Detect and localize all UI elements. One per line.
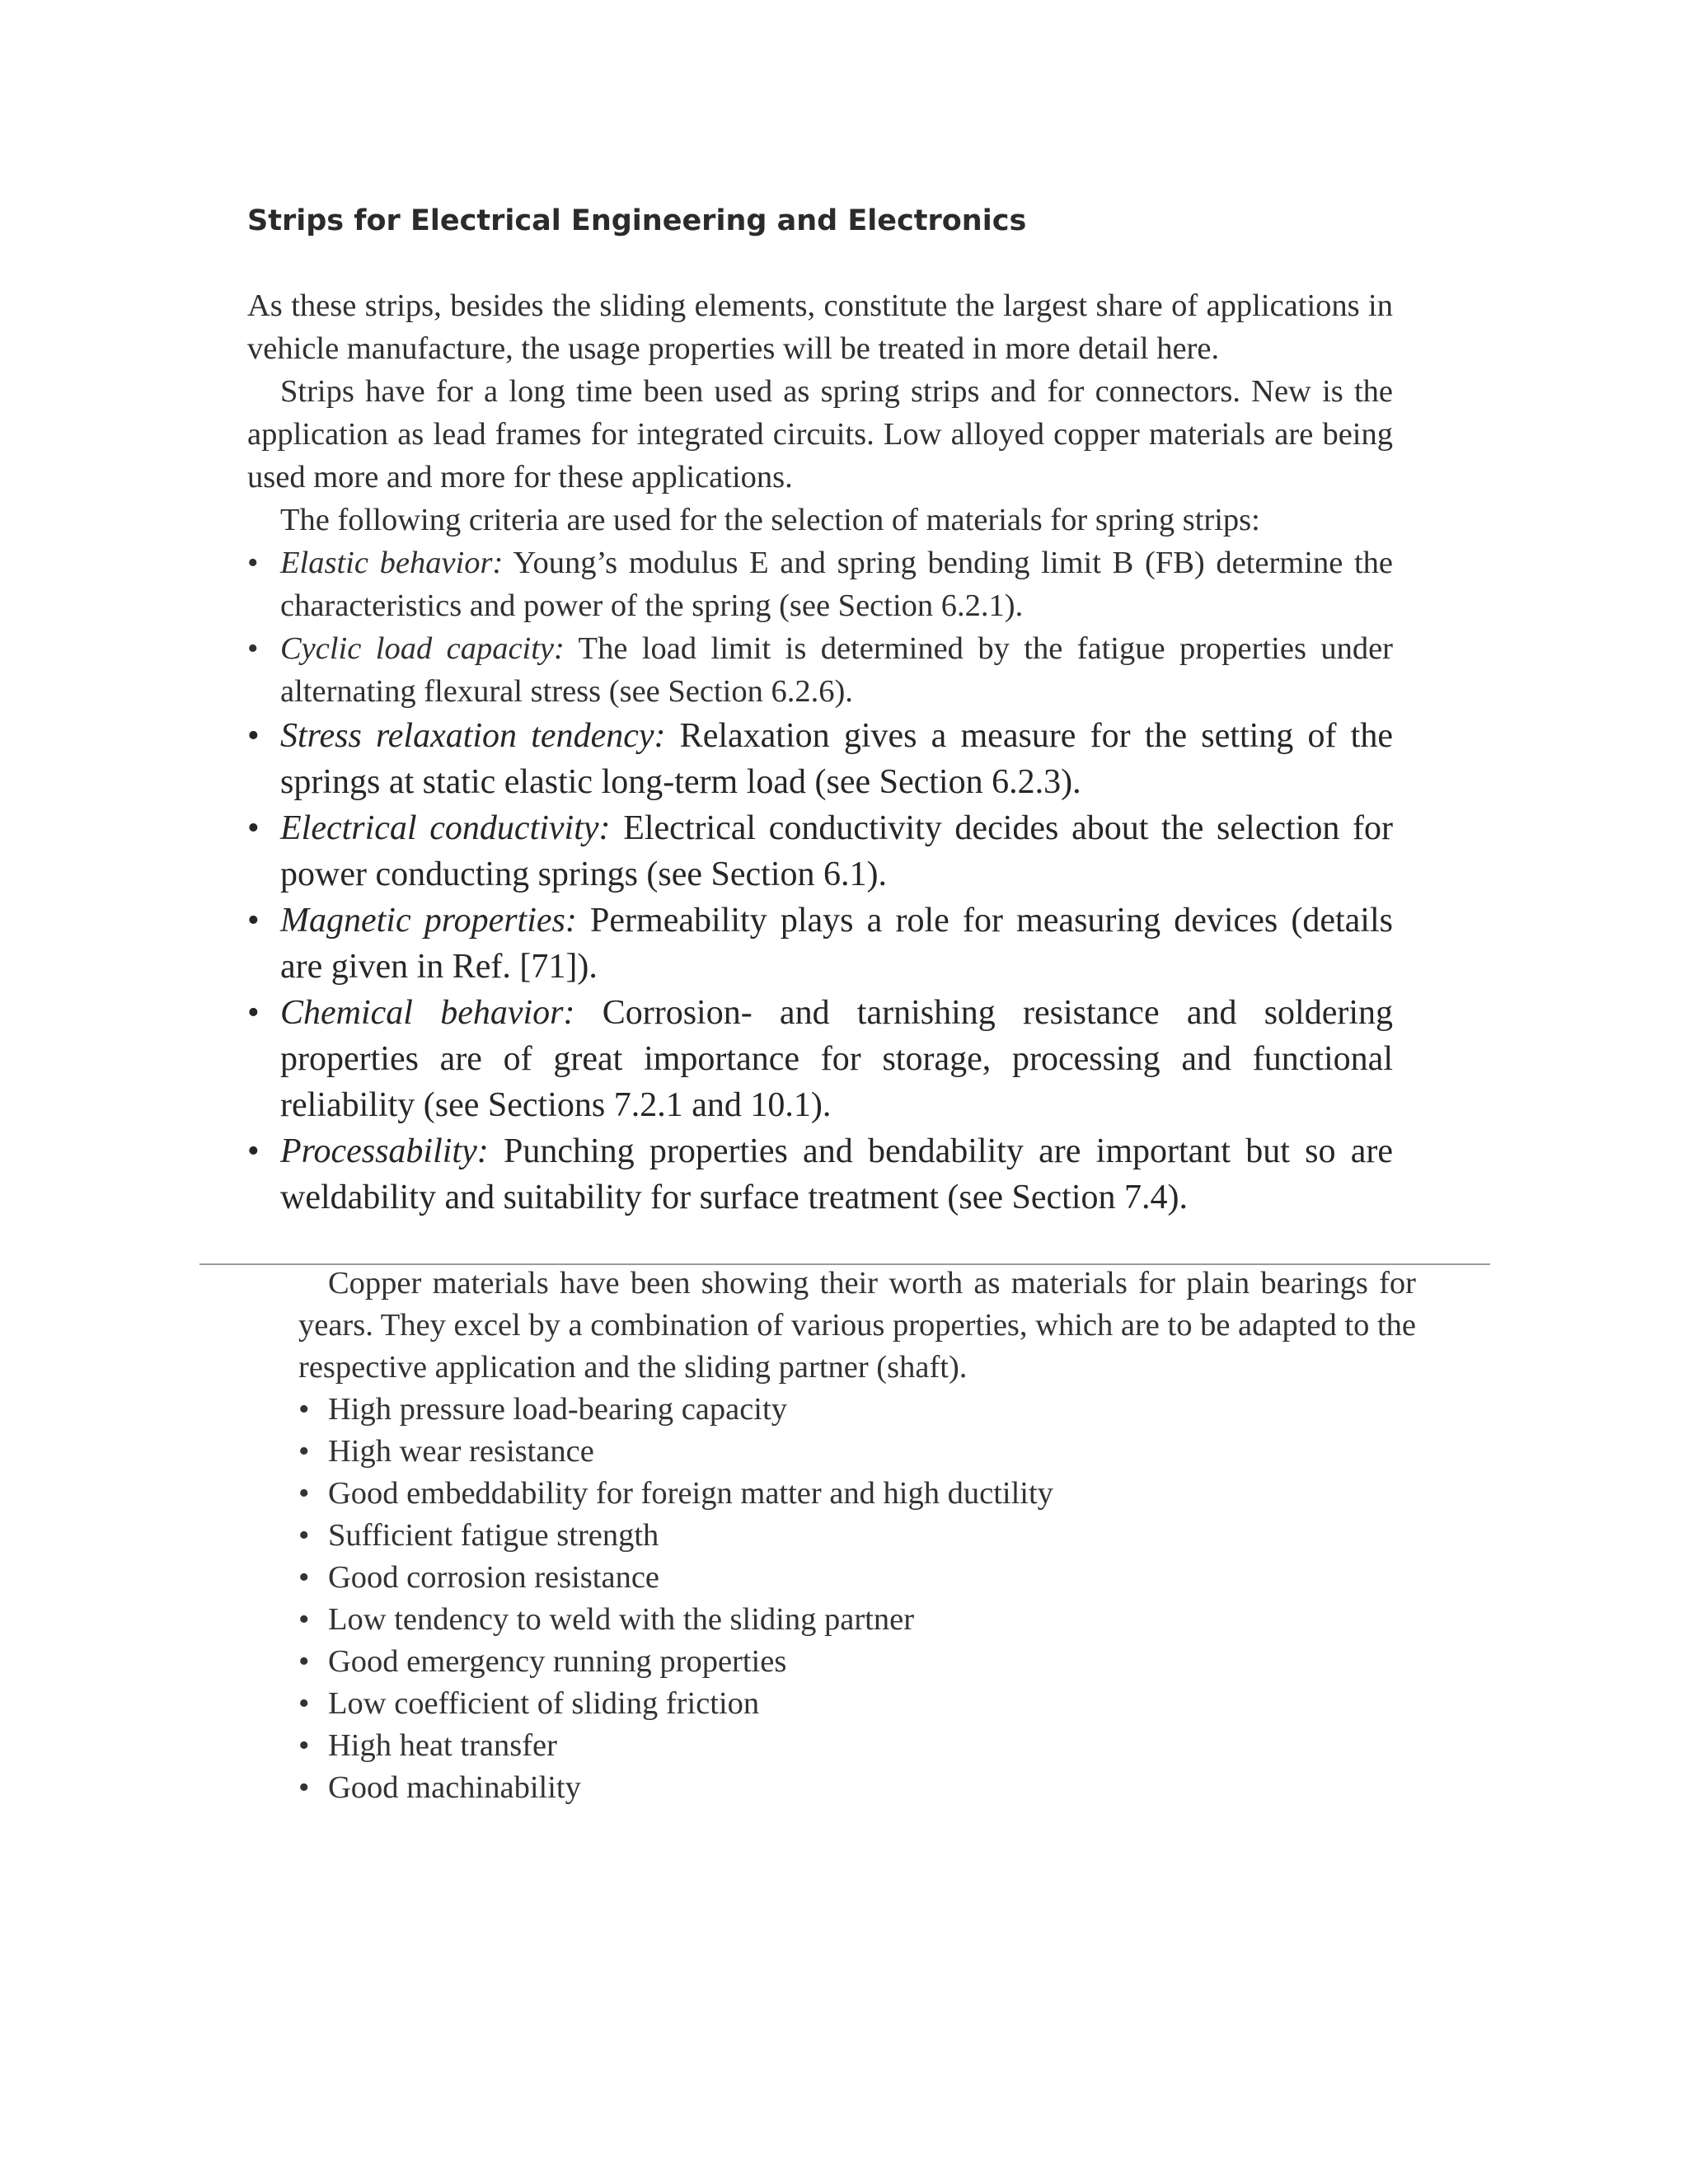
criteria-intro-paragraph: The following criteria are used for the selection of materials for spring strips: [280, 503, 1260, 537]
list-item [247, 713, 1393, 805]
list-item [247, 990, 1393, 1128]
list-item [298, 1641, 1416, 1683]
bullet-icon: • [247, 717, 260, 755]
list-item [298, 1599, 1416, 1641]
criterion-term: Stress relaxation tendency: [280, 717, 666, 755]
bullet-icon: • [247, 631, 259, 666]
criteria-list [247, 541, 1393, 713]
property-text: Good emergency running properties [328, 1644, 787, 1679]
bullet-icon: • [247, 546, 259, 580]
property-text: Low coefficient of sliding friction [328, 1686, 760, 1721]
bullet-icon: • [298, 1392, 310, 1427]
bullet-icon: • [298, 1602, 310, 1637]
property-text: High wear resistance [328, 1434, 594, 1469]
properties-list [298, 1389, 1416, 1809]
criteria-list-continued [247, 713, 1393, 1221]
list-item [247, 805, 1393, 898]
criterion-text: The load limit is determined by the fatigue properties under alternating flexural stress (see Section 6.2.6). [280, 631, 1394, 709]
list-item [298, 1473, 1416, 1515]
bullet-icon: • [298, 1560, 310, 1595]
applications-paragraph: Strips have for a long time been used as spring strips and for connectors. New is the application as lead frames for integrated circuits. Low alloyed copper materials are being used more and more for these applications. [247, 374, 1393, 494]
list-item [298, 1431, 1416, 1473]
plain-bearings-section [298, 1263, 1416, 1809]
strips-section [247, 284, 1393, 1221]
property-text: High heat transfer [328, 1728, 557, 1763]
criterion-term: Elastic behavior: [280, 546, 504, 580]
criterion-term: Cyclic load capacity: [280, 631, 565, 666]
criterion-term: Magnetic properties: [280, 902, 577, 940]
bullet-icon: • [247, 809, 260, 847]
criterion-term: Processability: [280, 1132, 489, 1170]
bullet-icon: • [298, 1728, 310, 1763]
list-item [247, 1128, 1393, 1221]
bullet-icon: • [298, 1518, 310, 1553]
list-item [247, 898, 1393, 990]
criterion-text: Permeability plays a role for measuring devices (details are given in Ref. [71]). [280, 902, 1393, 986]
bullet-icon: • [298, 1686, 310, 1721]
criterion-term: Electrical conductivity: [280, 809, 611, 847]
list-item [298, 1389, 1416, 1431]
criterion-text: Relaxation gives a measure for the setting of the springs at static elastic long-term load (see Section 6.2.3). [280, 717, 1393, 801]
property-text: Good corrosion resistance [328, 1560, 659, 1595]
bullet-icon: • [298, 1644, 310, 1679]
criterion-text: Punching properties and bendability are important but so are weldability and suitability for surface treatment (see Section 7.4). [280, 1132, 1393, 1216]
section-heading: Strips for Electrical Engineering and Electronics [247, 204, 1027, 237]
list-item [247, 627, 1393, 713]
property-text: Good embeddability for foreign matter and high ductility [328, 1476, 1053, 1511]
bullet-icon: • [298, 1770, 310, 1805]
bullet-icon: • [247, 902, 260, 940]
bearings-paragraph: Copper materials have been showing their worth as materials for plain bearings for years. They excel by a combination of various properties, which are to be adapted to the respective application and the sliding partner (shaft). [298, 1266, 1416, 1385]
list-item [247, 541, 1393, 627]
criterion-term: Chemical behavior: [280, 994, 575, 1032]
list-item [298, 1683, 1416, 1725]
criterion-text: Corrosion- and tarnishing resistance and soldering properties are of great importance for storage, processing and functional reliability (see Sections 7.2.1 and 10.1). [280, 994, 1394, 1124]
property-text: Sufficient fatigue strength [328, 1518, 659, 1553]
bullet-icon: • [247, 1132, 260, 1170]
list-item [298, 1767, 1416, 1809]
bullet-icon: • [298, 1434, 310, 1469]
list-item [298, 1725, 1416, 1767]
bullet-icon: • [247, 994, 260, 1032]
property-text: High pressure load-bearing capacity [328, 1392, 787, 1427]
list-item [298, 1557, 1416, 1599]
criterion-text: Electrical conductivity decides about the selection for power conducting springs (see Section 6.1). [280, 809, 1393, 893]
property-text: Good machinability [328, 1770, 581, 1805]
intro-paragraph: As these strips, besides the sliding elements, constitute the largest share of applications in vehicle manufacture, the usage properties will be treated in more detail here. [247, 288, 1393, 366]
property-text: Low tendency to weld with the sliding partner [328, 1602, 915, 1637]
list-item [298, 1515, 1416, 1557]
criterion-text: Young’s modulus E and spring bending limit B (FB) determine the characteristics and power of the spring (see Section 6.2.1). [280, 546, 1393, 623]
bullet-icon: • [298, 1476, 310, 1511]
